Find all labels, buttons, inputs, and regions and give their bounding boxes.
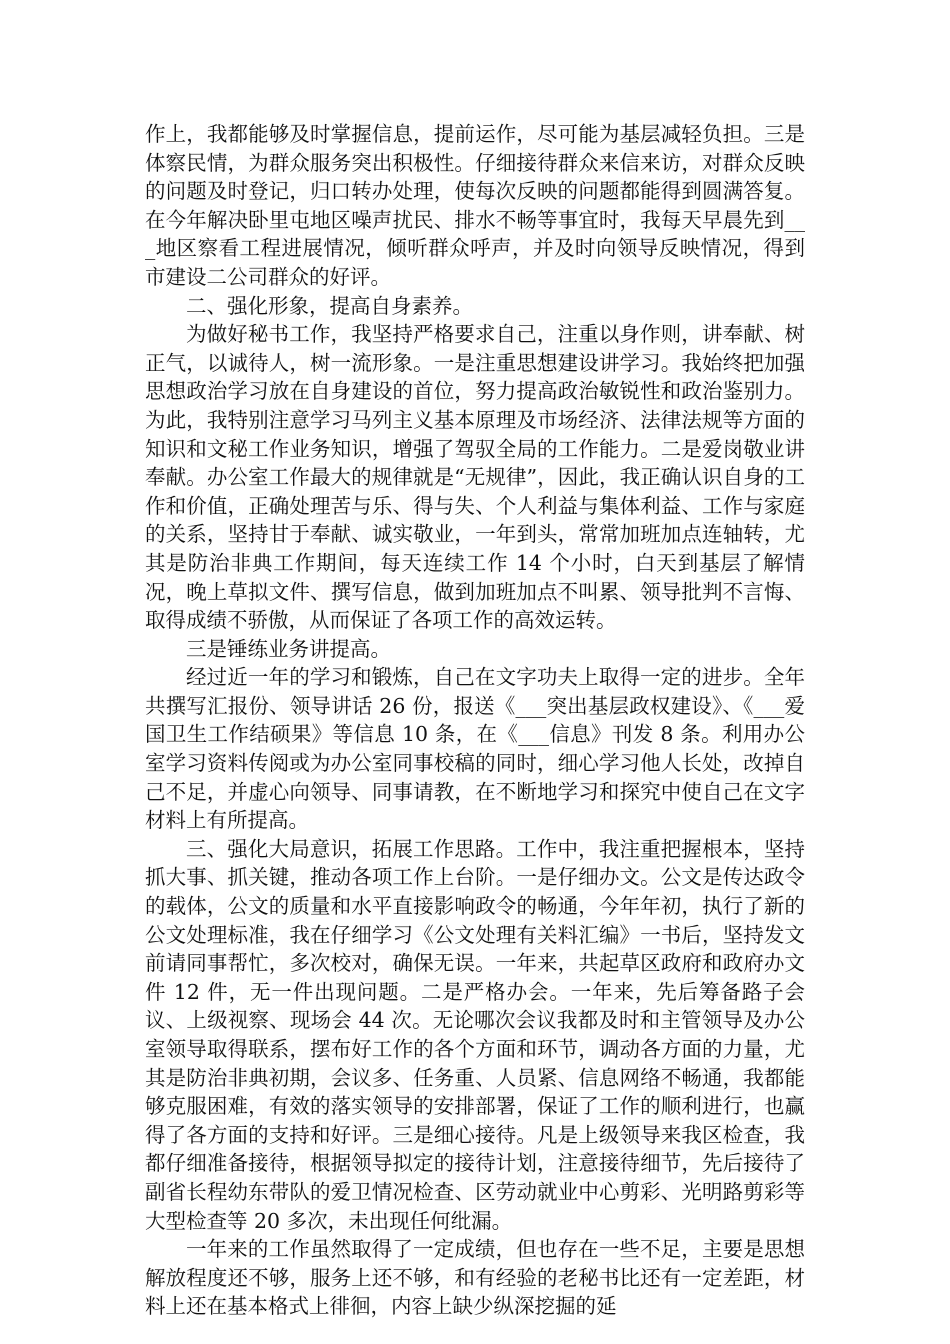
section-heading-2: 二、强化形象，提高自身素养。 <box>186 293 473 318</box>
section-heading-4: 三是锤练业务讲提高。 <box>186 636 391 661</box>
paragraph-3: 为做好秘书工作，我坚持严格要求自己，注重以身作则，讲奉献、树正气，以诚待人，树一流形象。一是注重思想建设讲学习。我始终把加强思想政治学习放在自身建设的首位，努力提高政治敏锐性和政治鉴别力。为此，我特别注意学习马列主义基本原理及市场经济、法律法规等方面的知识和文秘工作业务知识，增强了驾驭全局的工作能力。二是爱岗敬业讲奉献。办公室工作最大的规律就是“无规律”，因此，我正确认识自身的工作和价值，正确处理苦与乐、得与失、个人利益与集体利益、工作与家庭的关系，坚持甘于奉献、诚实敬业，一年到头，常常加班加点连轴转，尤其是防治非典工作期间，每天连续工作 14 个小时，白天到基层了解情况，晚上草拟文件、撰写信息，做到加班加点不叫累、领导批判不言悔、取得成绩不骄傲，从而保证了各项工作的高效运转。 <box>145 322 805 633</box>
paragraph-1: 作上，我都能够及时掌握信息，提前运作，尽可能为基层减轻负担。三是体察民情，为群众服务突出积极性。仔细接待群众来信来访，对群众反映的问题及时登记，归口转办处理，使每次反映的问题都能得到圆满答复。在今年解决卧里屯地区噪声扰民、排水不畅等事宜时，我每天早晨先到___地区察看工程进展情况，倾听群众呼声，并及时向领导反映情况，得到市建设二公司群众的好评。 <box>145 122 805 289</box>
paragraph-7: 一年来的工作虽然取得了一定成绩，但也存在一些不足，主要是思想解放程度还不够，服务上还不够，和有经验的老秘书比还有一定差距，材料上还在基本格式上徘徊，内容上缺少纵深挖掘的延 <box>145 1237 805 1319</box>
paragraph-5: 经过近一年的学习和锻炼，自己在文字功夫上取得一定的进步。全年共撰写汇报份、领导讲话 26 份，报送《___突出基层政权建设》、《___爱国卫生工作结硕果》等信息 10 条，在《___信息》刊发 8 条。利用办公室学习资料传阅或为办公室同事校稿的同时，细心学习他人长处，改掉自己不足，并虚心向领导、同事请教，在不断地学习和探究中使自己在文字材料上有所提高。 <box>145 665 805 833</box>
paragraph-6: 三、强化大局意识，拓展工作思路。工作中，我注重把握根本，坚持抓大事、抓关键，推动各项工作上台阶。一是仔细办文。公文是传达政令的载体，公文的质量和水平直接影响政令的畅通，今年年初，执行了新的公文处理标准，我在仔细学习《公文处理有关料汇编》一书后，坚持发文前请同事帮忙，多次校对，确保无误。一年来，共起草区政府和政府办文件 12 件，无一件出现问题。二是严格办会。一年来，先后筹备路子会议、上级视察、现场会 44 次。无论哪次会议我都及时和主管领导及办公室领导取得联系，摆布好工作的各个方面和环节，调动各方面的力量，尤其是防治非典初期，会议多、任务重、人员紧、信息网络不畅通，我都能够克服困难，有效的落实领导的安排部署，保证了工作的顺利进行，也赢得了各方面的支持和好评。三是细心接待。凡是上级领导来我区检查，我都仔细准备接待，根据领导拟定的接待计划，注意接待细节，先后接待了副省长程幼东带队的爱卫情况检查、区劳动就业中心剪彩、光明路剪彩等大型检查等 20 多次，未出现任何纰漏。 <box>145 836 805 1233</box>
document-page <box>145 120 805 1321</box>
